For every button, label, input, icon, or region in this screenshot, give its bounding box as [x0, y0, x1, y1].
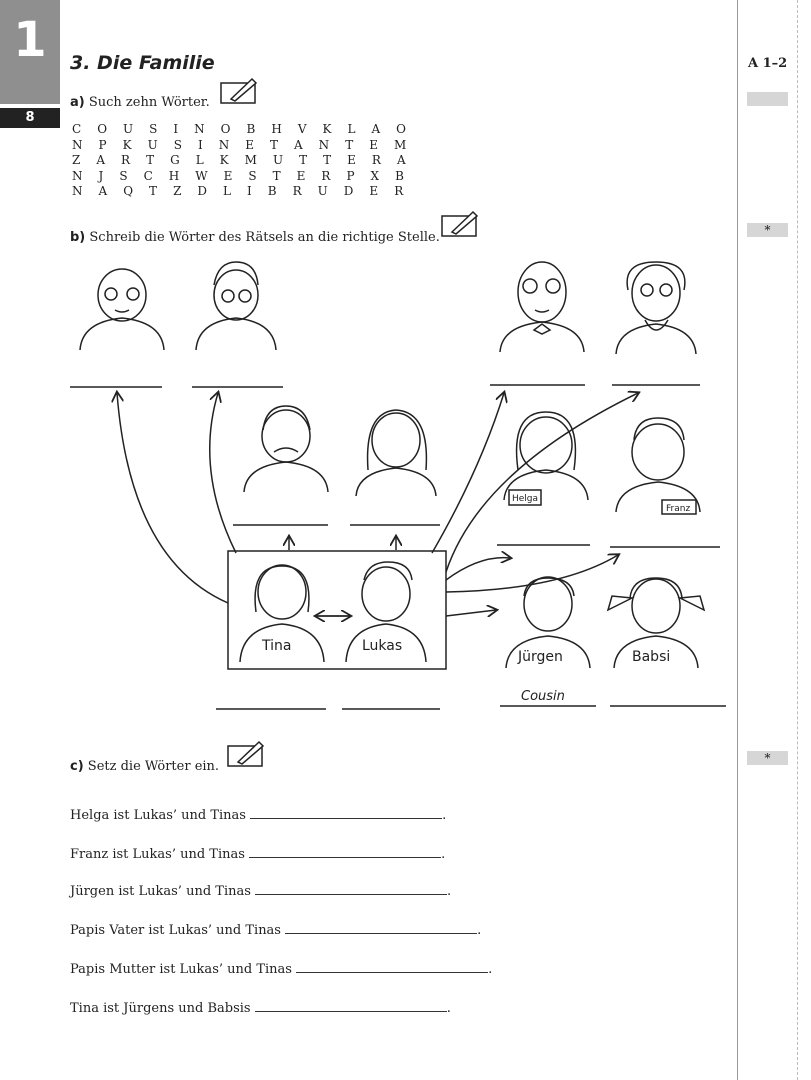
page-number: 8 [0, 108, 60, 128]
task-b-letter: b) [70, 230, 86, 245]
answer-blank[interactable] [296, 960, 488, 973]
juergen-label: Jürgen [518, 649, 563, 665]
grandfather-maternal-drawing [500, 262, 584, 352]
children-box [228, 551, 446, 669]
page-title: 3. Die Familie [70, 52, 215, 74]
cousin-example-answer: Cousin [521, 689, 565, 704]
tina-label: Tina [262, 638, 292, 654]
grandfather-paternal-drawing [80, 269, 164, 350]
grid-row: N J S C H W E S T E R P X B [72, 168, 411, 183]
grid-row: N P K U S I N E T A N T E M [72, 137, 413, 152]
fill-in-sentence: Helga ist Lukas’ und Tinas . [70, 808, 447, 823]
fill-in-sentence: Tina ist Jürgens und Babsis . [70, 1001, 451, 1016]
chapter-number: 1 [0, 0, 60, 104]
fill-in-sentence: Jürgen ist Lukas’ und Tinas . [70, 884, 452, 899]
task-a-letter: a) [70, 95, 85, 110]
fill-in-sentence: Franz ist Lukas’ und Tinas . [70, 847, 446, 862]
grid-row: C O U S I N O B H V K L A O [72, 122, 413, 136]
grid-row: N A Q T Z D L I B R U D E R [72, 184, 410, 198]
answer-blank[interactable] [249, 845, 441, 858]
grandmother-paternal-drawing [196, 262, 276, 350]
fill-in-sentence: Papis Vater ist Lukas’ und Tinas . [70, 923, 482, 938]
babsi-label: Babsi [632, 649, 671, 665]
level-label: A 1–2 [748, 56, 788, 71]
uncle-franz-drawing [616, 418, 700, 514]
task-c-heading [70, 759, 219, 774]
father-drawing [244, 406, 328, 492]
lukas-label: Lukas [362, 638, 403, 654]
answer-blank[interactable] [250, 806, 442, 819]
pencil-icon [226, 740, 266, 768]
aunt-helga-drawing [504, 412, 588, 505]
fill-in-sentence: Papis Mutter ist Lukas’ und Tinas . [70, 962, 493, 977]
star-marker-2: * [747, 751, 788, 765]
task-c-text: Setz die Wörter ein. [87, 759, 220, 774]
answer-blank[interactable] [255, 999, 447, 1012]
task-b-text: Schreib die Wörter des Rätsels an die richtige Stelle. [89, 230, 440, 245]
answer-blank[interactable] [285, 921, 477, 934]
task-a-text: Such zehn Wörter. [88, 95, 210, 110]
grandmother-maternal-drawing [616, 262, 696, 354]
grid-row: Z A R T G L K M U T T E R A [72, 153, 412, 167]
helga-nametag: Helga [512, 494, 539, 504]
star-marker-1: * [747, 223, 788, 237]
franz-nametag: Franz [666, 504, 691, 514]
task-c-letter: c) [70, 759, 84, 774]
answer-blank[interactable] [255, 882, 447, 895]
mother-drawing [356, 410, 436, 496]
